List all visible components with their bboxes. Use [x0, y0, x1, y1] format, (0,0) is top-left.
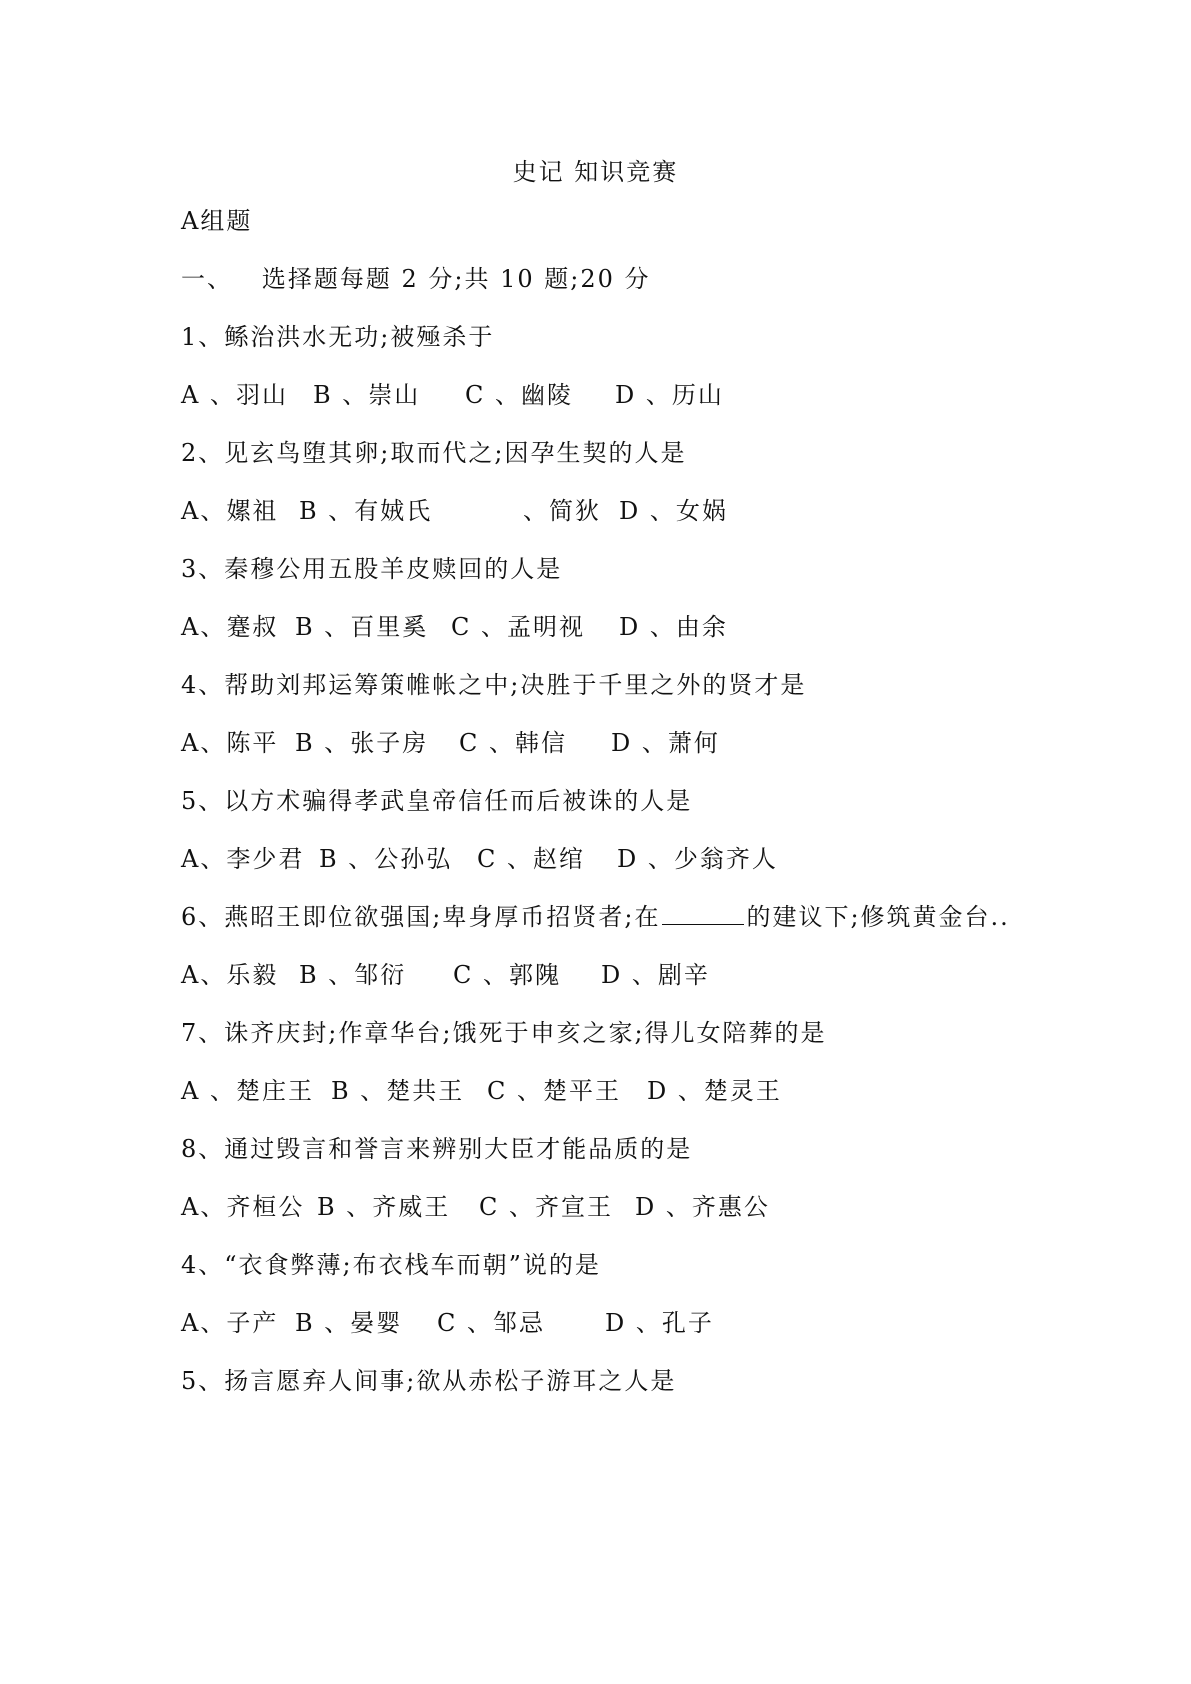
question-6 [181, 900, 1121, 934]
question-1: 1、鲧治洪水无功;被殛杀于 [181, 323, 495, 351]
option-a: A、子产 [181, 1309, 279, 1337]
options-6 [181, 958, 1121, 992]
question-8: 8、通过毁言和誉言来辨别大臣才能品质的是 [181, 1135, 693, 1163]
option-b: B 、齐威王 [317, 1193, 451, 1221]
option-c: C 、郭隗 [453, 961, 561, 989]
option-c: C 、孟明视 [451, 613, 585, 641]
option-c: C 、齐宣王 [479, 1193, 613, 1221]
option-b: B 、崇山 [313, 381, 421, 409]
option-d: D 、剧辛 [601, 961, 710, 989]
group-heading: A组题 [181, 207, 253, 235]
options-9 [181, 1306, 1121, 1340]
option-b: B 、百里奚 [295, 613, 429, 641]
option-c: C 、赵绾 [477, 845, 585, 873]
option-a: A、乐毅 [181, 961, 279, 989]
options-4 [181, 726, 1121, 760]
option-a: A、李少君 [181, 845, 305, 873]
option-d: D 、历山 [615, 381, 724, 409]
option-d: D 、女娲 [619, 497, 728, 525]
option-c: C 、韩信 [459, 729, 567, 757]
question-7: 7、诛齐庆封;作章华台;饿死于申亥之家;得儿女陪葬的是 [181, 1019, 827, 1047]
option-a: A 、羽山 [181, 381, 288, 409]
question-5: 5、以方术骗得孝武皇帝信任而后被诛的人是 [181, 787, 693, 815]
option-b: B 、晏婴 [295, 1309, 403, 1337]
options-5 [181, 842, 1121, 876]
section-heading: 一、 选择题每题 2 分;共 10 题;20 分 [181, 265, 651, 293]
option-d: D 、萧何 [611, 729, 720, 757]
option-d: D 、由余 [619, 613, 728, 641]
option-b: B 、张子房 [295, 729, 429, 757]
question-6-text-before: 6、燕昭王即位欲强国;卑身厚币招贤者;在 [181, 903, 661, 931]
option-d: D 、齐惠公 [635, 1193, 770, 1221]
option-a: A、蹇叔 [181, 613, 279, 641]
question-2: 2、见玄鸟堕其卵;取而代之;因孕生契的人是 [181, 439, 687, 467]
options-8 [181, 1190, 1121, 1224]
option-c: 、简狄 [523, 497, 601, 525]
question-3: 3、秦穆公用五股羊皮赎回的人是 [181, 555, 563, 583]
option-b: B 、有娀氏 [299, 497, 433, 525]
options-3 [181, 610, 1121, 644]
option-d: D 、楚灵王 [647, 1077, 782, 1105]
option-d: D 、少翁齐人 [617, 845, 778, 873]
document-title: 史记 知识竞赛 [512, 158, 679, 186]
question-10: 5、扬言愿弃人间事;欲从赤松子游耳之人是 [181, 1367, 677, 1395]
question-6-text-after: 的建议下;修筑黄金台.. [746, 903, 1010, 931]
option-a: A、齐桓公 [181, 1193, 305, 1221]
fill-in-blank [662, 900, 744, 925]
option-c: C 、幽陵 [465, 381, 573, 409]
options-2 [181, 494, 1121, 528]
option-c: C 、楚平王 [487, 1077, 621, 1105]
option-a: A 、楚庄王 [181, 1077, 314, 1105]
option-c: C 、邹忌 [437, 1309, 545, 1337]
options-1 [181, 378, 1121, 412]
question-9: 4、“衣食弊薄;布衣栈车而朝”说的是 [181, 1251, 601, 1279]
option-a: A、嫘祖 [181, 497, 279, 525]
option-a: A、陈平 [181, 729, 279, 757]
question-4: 4、帮助刘邦运筹策帷帐之中;决胜于千里之外的贤才是 [181, 671, 807, 699]
option-b: B 、公孙弘 [319, 845, 453, 873]
option-b: B 、楚共王 [331, 1077, 465, 1105]
option-d: D 、孔子 [605, 1309, 714, 1337]
options-7 [181, 1074, 1121, 1108]
option-b: B 、邹衍 [299, 961, 407, 989]
